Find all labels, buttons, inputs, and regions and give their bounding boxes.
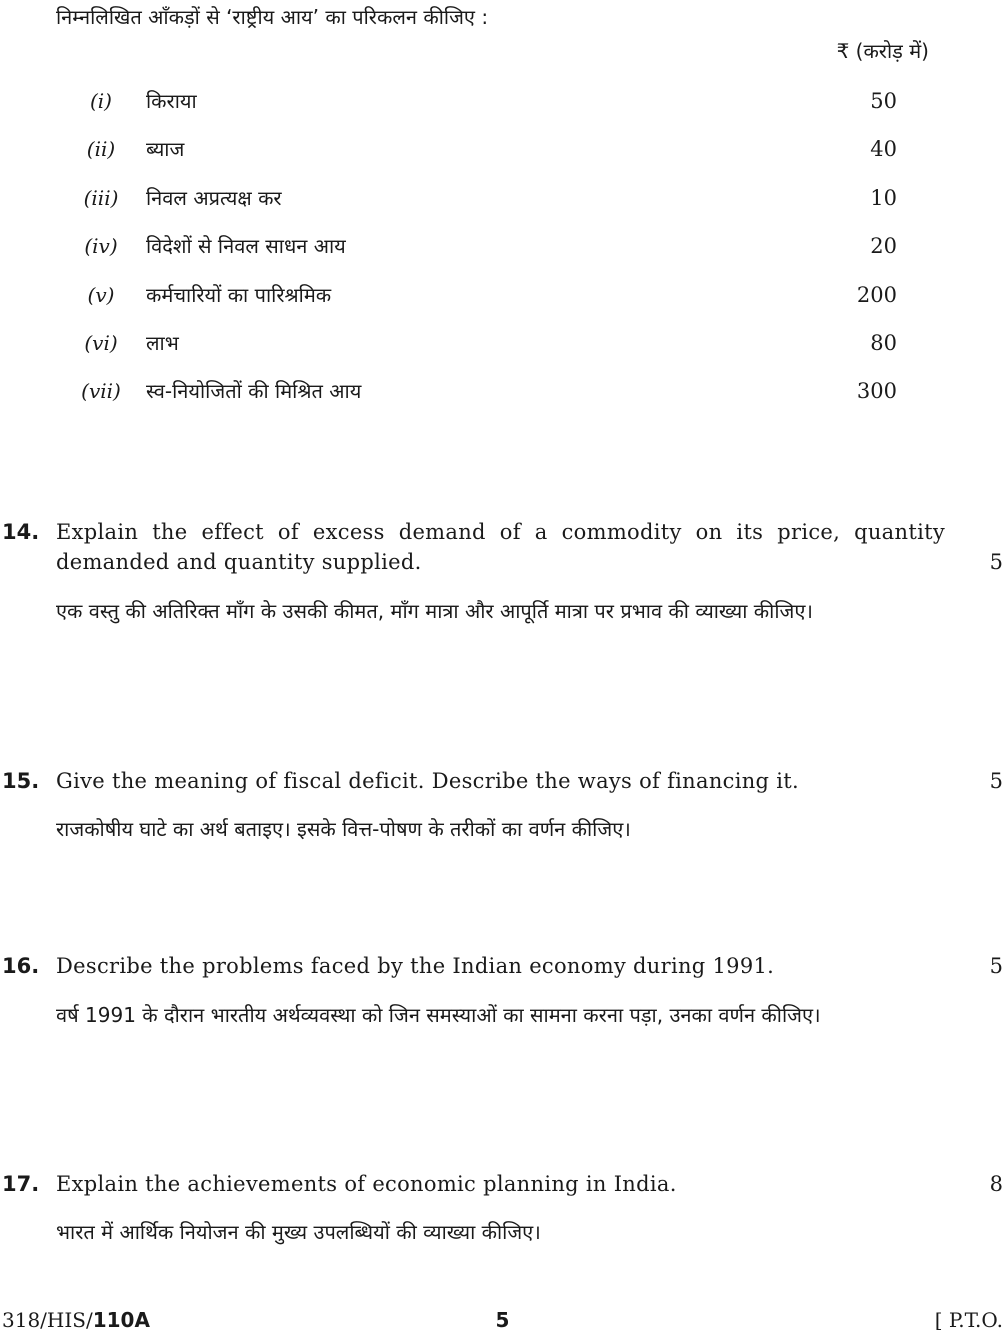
row-number: (iv) [84, 234, 118, 258]
question-number: 14. [2, 520, 40, 544]
row-number: (ii) [86, 137, 116, 161]
paper-code-prefix: 318/HIS/ [2, 1308, 93, 1332]
paper-code-bold: 110A [92, 1308, 150, 1332]
row-value: 200 [856, 283, 897, 307]
row-label: स्व-नियोजितों की मिश्रित आय [146, 379, 362, 403]
row-value: 300 [856, 379, 897, 403]
question-marks: 8 [989, 1172, 1003, 1196]
row-value: 40 [870, 137, 897, 161]
question-number: 17. [2, 1172, 40, 1196]
row-label: ब्याज [146, 137, 185, 161]
row-number: (i) [89, 89, 112, 113]
row-value: 50 [870, 89, 897, 113]
question-hindi: राजकोषीय घाटे का अर्थ बताइए। इसके वित्त-पोषण के तरीकों का वर्णन कीजिए। [56, 817, 631, 841]
row-label: विदेशों से निवल साधन आय [146, 234, 346, 258]
row-number: (vi) [84, 331, 118, 355]
row-number: (v) [87, 283, 115, 307]
question-hindi: भारत में आर्थिक नियोजन की मुख्य उपलब्धियों की व्याख्या कीजिए। [56, 1220, 541, 1244]
question-marks: 5 [989, 769, 1003, 793]
row-number: (iii) [83, 186, 119, 210]
row-label: कर्मचारियों का पारिश्रमिक [146, 283, 332, 307]
row-value: 80 [870, 331, 897, 355]
question-english-line2: demanded and quantity supplied. [56, 550, 422, 574]
question-english-line1: Explain the effect of excess demand of a commodity on its price, quantity [56, 520, 945, 544]
row-label: लाभ [146, 331, 179, 355]
question-number: 15. [2, 769, 40, 793]
row-value: 10 [870, 186, 897, 210]
question-marks: 5 [989, 954, 1003, 978]
pto-label: [ P.T.O. [934, 1308, 1003, 1332]
question-hindi: वर्ष 1991 के दौरान भारतीय अर्थव्यवस्था को जिन समस्याओं का सामना करना पड़ा, उनका वर्णन कीजिए। [56, 1003, 821, 1027]
table-unit: ₹ (करोड़ में) [836, 39, 929, 63]
table-intro: निम्नलिखित आँकड़ों से ‘राष्ट्रीय आय’ का परिकलन कीजिए : [56, 5, 489, 29]
question-english: Give the meaning of fiscal deficit. Describe the ways of financing it. [56, 769, 800, 793]
row-value: 20 [870, 234, 897, 258]
question-hindi: एक वस्तु की अतिरिक्त माँग के उसकी कीमत, माँग मात्रा और आपूर्ति मात्रा पर प्रभाव की व्याख्या कीजिए। [56, 599, 813, 623]
question-marks: 5 [989, 550, 1003, 574]
row-label: किराया [146, 89, 197, 113]
row-label: निवल अप्रत्यक्ष कर [146, 186, 282, 210]
question-number: 16. [2, 954, 40, 978]
row-number: (vii) [81, 379, 121, 403]
question-english: Explain the achievements of economic planning in India. [56, 1172, 677, 1196]
question-english: Describe the problems faced by the Indian economy during 1991. [56, 954, 775, 978]
page-number: 5 [495, 1308, 510, 1332]
